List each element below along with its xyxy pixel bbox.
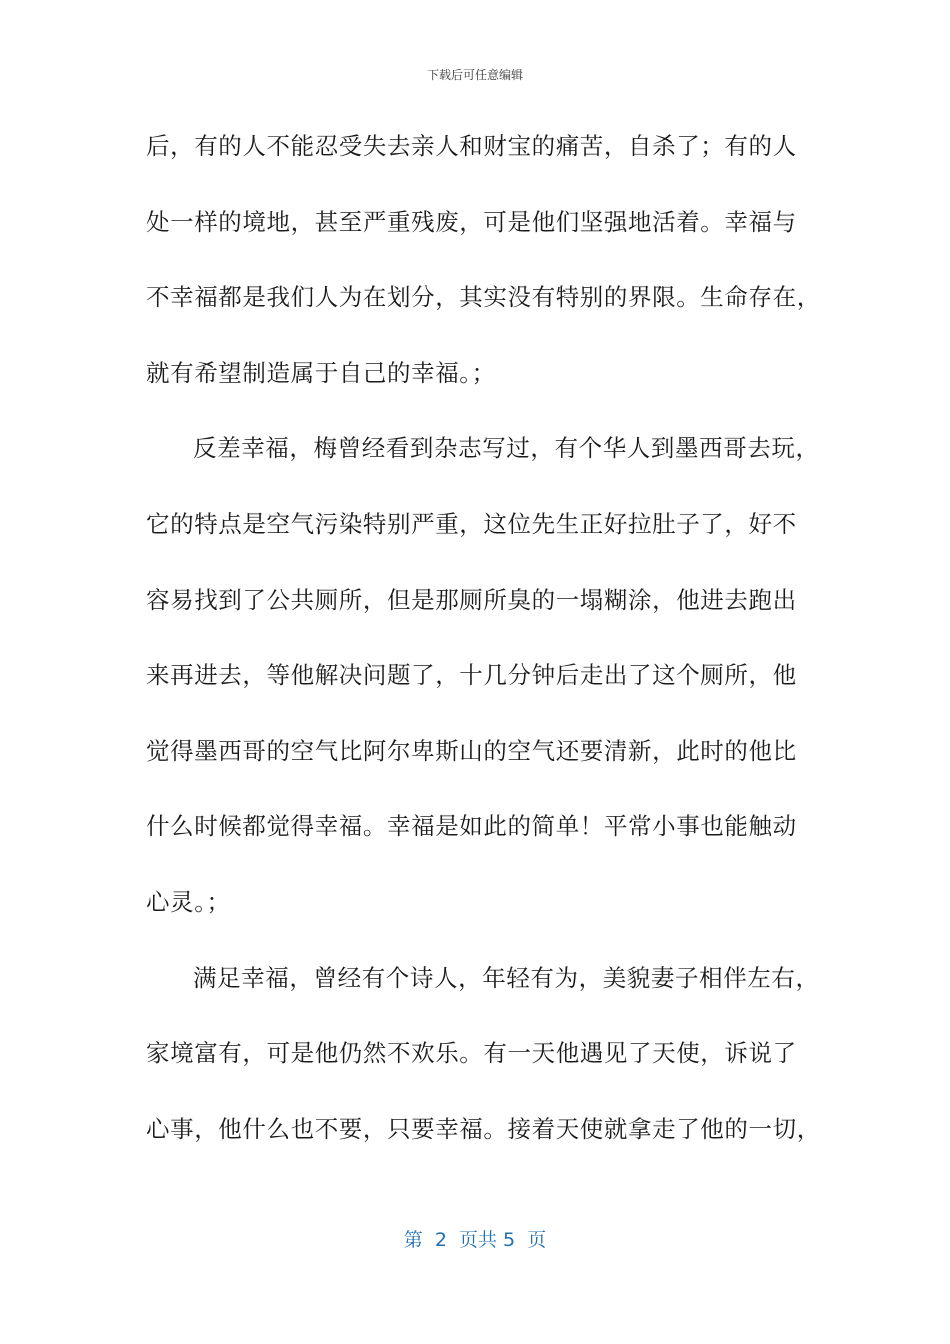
text-line: 来再进去，等他解决问题了，十几分钟后走出了这个厕所，他 — [146, 661, 797, 690]
text-line: 家境富有，可是他仍然不欢乐。有一天他遇见了天使，诉说了 — [146, 1039, 797, 1068]
text-line: 后，有的人不能忍受失去亲人和财宝的痛苦，自杀了；有的人 — [146, 132, 797, 160]
text-line: 心事，他什么也不要，只要幸福。接着天使就拿走了他的一切， — [146, 1114, 821, 1143]
text-line: 处一样的境地，甚至严重残废，可是他们坚强地活着。幸福与 — [146, 207, 797, 236]
document-body — [146, 120, 821, 1178]
text-line: 不幸福都是我们人为在划分，其实没有特别的界限。生命存在， — [146, 283, 821, 312]
text-line: 觉得墨西哥的空气比阿尔卑斯山的空气还要清新，此时的他比 — [146, 736, 797, 765]
text-line: 容易找到了公共厕所，但是那厕所臭的一塌糊涂，他进去跑出 — [146, 585, 797, 614]
paragraph-start-line: 满足幸福，曾经有个诗人，年轻有为，美貌妻子相伴左右， — [193, 963, 820, 992]
text-line: 什么时候都觉得幸福。幸福是如此的简单！平常小事也能触动 — [146, 812, 797, 841]
text-line: 它的特点是空气污染特别严重，这位先生正好拉肚子了，好不 — [146, 509, 797, 538]
text-line: 心灵。； — [146, 887, 231, 916]
paragraph-start-line: 反差幸福，梅曾经看到杂志写过，有个华人到墨西哥去玩， — [193, 434, 820, 463]
page-header: 下载后可任意编辑 — [426, 68, 523, 82]
text-line: 就有希望制造属于自己的幸福。； — [146, 358, 496, 387]
page-footer: 第 2 页共 5 页 — [403, 1229, 547, 1251]
